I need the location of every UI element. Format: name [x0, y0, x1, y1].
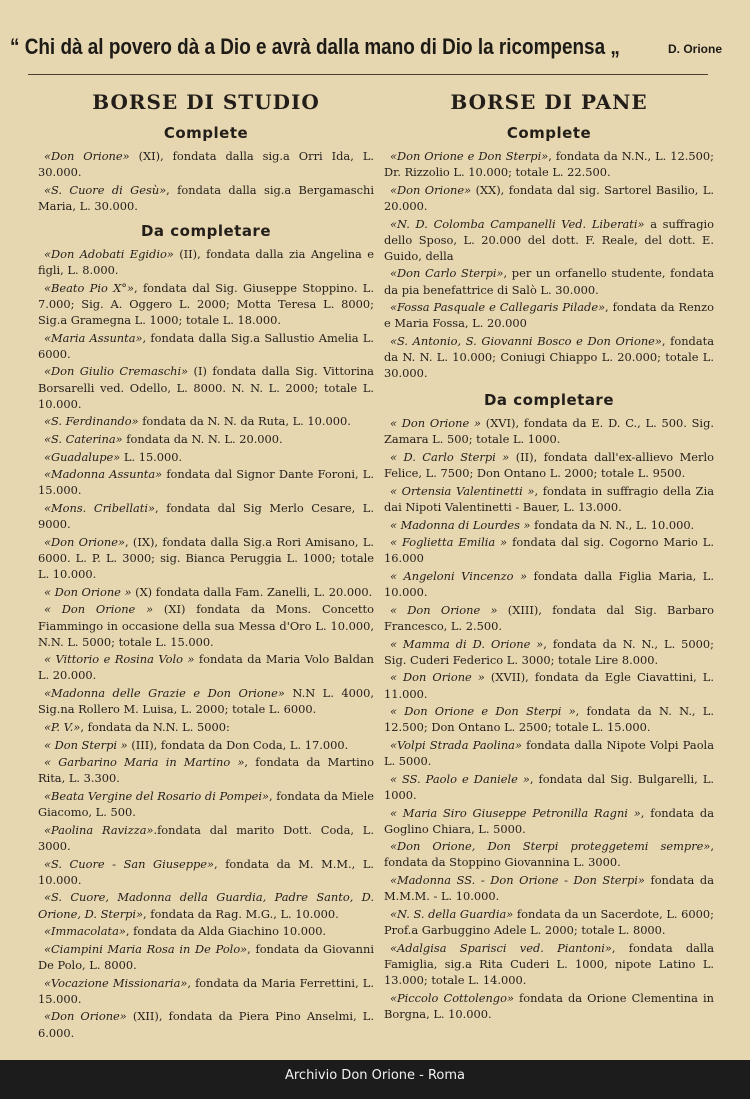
- entry-details: fondata da N. N., L. 10.000.: [530, 517, 695, 532]
- entry-name: «N. D. Colomba Campanelli Ved. Liberati»: [390, 216, 645, 231]
- donation-entry: [38, 719, 374, 735]
- donation-entry: [384, 568, 714, 600]
- donation-entry: [38, 500, 374, 532]
- archive-caption: Archivio Don Orione - Roma: [284, 1068, 466, 1083]
- entry-name: «Beata Vergine del Rosario di Pompei»: [44, 789, 270, 804]
- donation-entry: [38, 431, 374, 447]
- entry-name: «Piccolo Cottolengo»: [390, 990, 514, 1005]
- section-title: BORSE DI STUDIO: [92, 90, 320, 114]
- entry-list-to-complete: [384, 415, 714, 1021]
- entry-name: «Beato Pio X°»: [44, 280, 134, 295]
- entry-details: , fondata da Goglino Chiara, L. 5000.: [384, 805, 715, 836]
- entry-name: « Ortensia Valentinetti »: [390, 483, 535, 498]
- column-borse-di-pane: [384, 90, 714, 1023]
- entry-name: «Don Orione»: [390, 182, 472, 197]
- entry-details: , fondata da Renzo e Maria Fossa, L. 20.000: [384, 300, 714, 331]
- entry-details: , fondata dal Sig Merlo Cesare, L. 9000.: [38, 501, 374, 532]
- donation-entry: [384, 940, 714, 988]
- entry-name: «N. S. della Guardia»: [390, 906, 514, 921]
- donation-entry: [384, 265, 714, 297]
- donation-entry: [384, 805, 714, 837]
- donation-entry: [38, 822, 374, 854]
- entry-name: « Madonna di Lourdes »: [390, 517, 531, 532]
- entry-name: «Guadalupe»: [44, 449, 121, 464]
- entry-name: «S. Ferdinando»: [44, 414, 139, 429]
- section-title: BORSE DI PANE: [450, 90, 648, 114]
- donation-entry: [384, 906, 714, 938]
- donation-entry: [384, 872, 714, 904]
- entry-name: « Angeloni Vincenzo »: [390, 569, 528, 584]
- entry-name: «Vocazione Missionaria»: [44, 975, 188, 990]
- donation-entry: [384, 333, 714, 381]
- donation-entry: [384, 602, 714, 634]
- entry-details: , fondata dal Sig. Bulgarelli, L. 1000.: [384, 771, 714, 802]
- entry-details: , fondata da N. N., L. 12.500; Don Ontano L. 2500; totale L. 15.000.: [384, 704, 714, 735]
- donation-entry: [384, 216, 714, 264]
- donation-entry: [384, 415, 714, 447]
- entry-name: «P. V.»: [44, 719, 81, 734]
- entry-name: «Ciampini Maria Rosa in De Polo»: [44, 941, 248, 956]
- entry-name: «S. Cuore di Gesù»: [44, 182, 167, 197]
- entry-details: (XVI), fondata da E. D. C., L. 500. Sig. Zamara L. 500; totale L. 1000.: [384, 416, 714, 447]
- donation-entry: [384, 299, 714, 331]
- entry-name: « Don Orione e Don Sterpi »: [390, 704, 576, 719]
- donation-entry: [384, 534, 714, 566]
- entry-name: «Madonna delle Grazie e Don Orione»: [44, 686, 285, 701]
- entry-name: «Volpi Strada Paolina»: [390, 738, 522, 752]
- entry-name: «Immacolata»: [44, 924, 126, 939]
- entry-details: , fondata da N.N. L. 5000:: [80, 719, 230, 734]
- entry-name: «Don Carlo Sterpi»: [390, 266, 504, 281]
- donation-entry: [384, 483, 714, 515]
- entry-details: fondata dalla Nipote Volpi Paola L. 5000.: [384, 738, 714, 769]
- entry-details: , fondata da Alda Giachino 10.000.: [125, 924, 327, 939]
- entry-details: fondata dalla Figlia Maria, L. 10.000.: [384, 569, 714, 600]
- entry-details: (I) fondata dalla Sig. Vittorina Borsarelli ved. Odello, L. 8000. N. N. L. 2000; totale L. 10.000.: [38, 364, 374, 411]
- subsection-heading-to-complete: Da completare: [140, 221, 272, 240]
- entry-name: «Paolina Ravizza»: [44, 822, 154, 837]
- entry-details: (XVII), fondata da Egle Ciavattini, L. 11.000.: [384, 670, 714, 701]
- entry-name: « D. Carlo Sterpi »: [390, 450, 510, 465]
- entry-name: «Don Orione e Don Sterpi»: [390, 149, 549, 163]
- donation-entry: [38, 975, 374, 1007]
- entry-list-to-complete: [38, 246, 374, 1041]
- donation-entry: [38, 466, 374, 498]
- subsection-heading-complete: Complete: [506, 124, 592, 142]
- entry-details: (XIII), fondata dal Sig. Barbaro Francesco, L. 2.500.: [384, 602, 714, 633]
- motto-quote: “ Chi dà al povero dà a Dio e avrà dalla mano di Dio la ricompensa „: [10, 34, 620, 59]
- column-borse-di-studio: [38, 90, 374, 1042]
- donation-entry: [384, 517, 714, 533]
- donation-entry: [38, 856, 374, 888]
- donation-entry: [38, 182, 374, 214]
- donation-entry: [384, 636, 714, 668]
- donation-entry: [38, 534, 374, 582]
- entry-details: L. 15.000.: [120, 449, 183, 464]
- entry-name: «S. Cuore, Madonna della Guardia, Padre Santo, D. Orione, D. Sterpi»: [38, 890, 374, 921]
- entry-name: «Don Orione»: [44, 1009, 127, 1024]
- donation-entry: [38, 449, 374, 465]
- entry-details: (XX), fondata dal sig. Sartorel Basilio, L. 20.000.: [384, 182, 715, 213]
- donation-entry: [384, 148, 714, 180]
- entry-name: « Vittorio e Rosina Volo »: [44, 652, 195, 667]
- entry-details: N.N L. 4000, Sig.na Rollero M. Luisa, L. 2000; totale L. 6000.: [38, 686, 374, 717]
- entry-details: , fondata da Giovanni De Polo, L. 8000.: [38, 941, 374, 972]
- entry-details: , fondata dalla Sig.a Sallustio Amelia L. 6000.: [38, 330, 375, 361]
- entry-name: « Garbarino Maria in Martino »: [44, 755, 245, 770]
- entry-details: , fondata da Rag. M.G., L. 10.000.: [143, 906, 339, 921]
- entry-name: «Mons. Cribellati»: [44, 501, 155, 516]
- donation-entry: [38, 413, 374, 429]
- entry-name: «Maria Assunta»: [44, 330, 143, 345]
- entry-name: «S. Cuore - San Giuseppe»: [44, 856, 215, 871]
- donation-entry: [38, 363, 374, 411]
- entry-name: « Don Orione »: [390, 602, 498, 617]
- subsection-heading-complete: Complete: [163, 124, 249, 142]
- entry-details: , fondata da M. M.M., L. 10.000.: [38, 856, 375, 887]
- donation-entry: [38, 148, 374, 180]
- donation-entry: [38, 1008, 374, 1040]
- entry-details: fondata da Maria Volo Baldan L. 20.000.: [38, 652, 374, 683]
- entry-name: « Don Orione »: [44, 584, 132, 599]
- donation-entry: [384, 838, 714, 870]
- entry-details: (XI), fondata dalla sig.a Orri Ida, L. 30.000.: [38, 149, 375, 180]
- donation-entry: [384, 449, 714, 481]
- entry-details: , fondata da Maria Ferrettini, L. 15.000.: [38, 975, 374, 1006]
- entry-name: « Don Orione »: [390, 416, 481, 431]
- donation-entry: [38, 651, 374, 683]
- entry-name: «Madonna Assunta»: [44, 467, 163, 482]
- entry-details: (III), fondata da Don Coda, L. 17.000.: [127, 737, 349, 752]
- entry-details: , fondata da N. N. L. 10.000; Coniugi Chiappo L. 20.000; totale L. 30.000.: [384, 334, 714, 381]
- entry-details: fondata da N. N. L. 20.000.: [122, 431, 283, 446]
- entry-details: , fondata da Martino Rita, L. 3.300.: [38, 755, 374, 786]
- entry-name: « Don Orione »: [390, 670, 485, 685]
- entry-name: «Don Adobati Egidio»: [44, 246, 174, 261]
- entry-name: «Fossa Pasquale e Callegaris Pilade»: [390, 300, 606, 315]
- donation-entry: [384, 771, 714, 803]
- entry-details: , fondata in suffragio della Zia dai Nipoti Valentinetti - Bauer, L. 13.000.: [384, 483, 715, 514]
- donation-entry: [38, 280, 374, 328]
- entry-details: (X) fondata dalla Fam. Zanelli, L. 20.000.: [131, 584, 373, 599]
- entry-name: «Don Giulio Cremaschi»: [44, 364, 189, 379]
- entry-details: , fondata dalla sig.a Bergamaschi Maria, L. 30.000.: [38, 182, 374, 213]
- motto-author: D. Orione: [668, 42, 723, 56]
- entry-details: (XII), fondata da Piera Pino Anselmi, L. 6.000.: [38, 1009, 374, 1040]
- header: [10, 34, 745, 60]
- entry-details: fondata da un Sacerdote, L. 6000; Prof.a Garbuggino Adele L. 2000; totale L. 8000.: [384, 906, 714, 937]
- donation-entry: [384, 703, 714, 735]
- entry-details: , fondata dalla Famiglia, sig.a Rita Cuderi L. 1000, nipote Latino L. 13.000; totale L. 14.000.: [384, 940, 714, 987]
- entry-name: «S. Caterina»: [44, 431, 123, 446]
- donation-entry: [38, 754, 374, 786]
- donation-entry: [38, 889, 374, 921]
- entry-details: .fondata dal marito Dott. Coda, L. 3000.: [38, 822, 374, 853]
- entry-details: (II), fondata dalla zia Angelina e figli, L. 8.000.: [38, 246, 374, 278]
- subsection-heading-to-complete: Da completare: [483, 391, 615, 410]
- donation-entry: [384, 669, 714, 701]
- donation-entry: [38, 601, 374, 649]
- entry-name: «Don Orione»: [44, 534, 125, 549]
- entry-list-complete: [38, 148, 374, 214]
- entry-name: «Madonna SS. - Don Orione - Don Sterpi»: [390, 873, 645, 888]
- entry-details: , fondata da N. N., L. 5000; Sig. Cuderi Federico L. 3000; totale Lire 8.000.: [384, 636, 714, 667]
- entry-details: , (IX), fondata dalla Sig.a Rori Amisano, L. 6000. L. P. L. 3000; sig. Bianca Peruggia L. 1000; totale L. 10.000.: [38, 534, 374, 582]
- entry-details: fondata da M.M.M. - L. 10.000.: [384, 873, 715, 904]
- donation-entry: [38, 246, 374, 278]
- entry-name: « SS. Paolo e Daniele »: [390, 771, 530, 786]
- entry-details: , fondata dal Sig. Giuseppe Stoppino. L. 7.000; Sig. A. Oggero L. 2000; Motta Teresa L. 8000; Sig.a Gramegna L. 1000; totale L. 18.000.: [38, 280, 374, 327]
- donation-entry: [384, 737, 714, 769]
- entry-details: fondata da Orione Clementina in Borgna, L. 10.000.: [384, 990, 714, 1021]
- entry-details: fondata dal Signor Dante Foroni, L. 15.000.: [38, 467, 374, 498]
- donation-entry: [38, 923, 374, 939]
- entry-details: , per un orfanello studente, fondata da pia benefattrice di Salò L. 30.000.: [384, 266, 714, 297]
- entry-details: a suffragio dello Sposo, L. 20.000 del dott. F. Reale, del dott. E. Guido, della: [384, 216, 714, 263]
- entry-details: fondata da N. N. da Ruta, L. 10.000.: [138, 414, 351, 429]
- donation-entry: [384, 182, 714, 214]
- entry-name: « Don Sterpi »: [44, 737, 128, 752]
- donation-entry: [384, 990, 714, 1022]
- entry-name: «Adalgisa Sparisci ved. Piantoni»: [390, 940, 612, 955]
- entry-name: « Mamma di D. Orione »: [390, 636, 544, 651]
- entry-name: « Foglietta Emilia »: [390, 535, 508, 550]
- entry-details: fondata dal sig. Cogorno Mario L. 16.000: [384, 535, 714, 566]
- donation-entry: [38, 941, 374, 973]
- entry-name: « Maria Siro Giuseppe Petronilla Ragni »: [390, 805, 641, 820]
- entry-details: , fondata da N.N., L. 12.500; Dr. Rizzolio L. 10.000; totale L. 22.500.: [384, 149, 714, 180]
- donation-entry: [38, 737, 374, 753]
- donation-entry: [38, 330, 374, 362]
- donation-entry: [38, 584, 374, 600]
- entry-details: (XI) fondata da Mons. Concetto Fiammingo in occasione della sua Messa d'Oro L. 10.000, N.N. L. 5000; totale L. 15.000.: [38, 602, 374, 649]
- entry-details: (II), fondata dall'ex-allievo Merlo Felice, L. 7500; Don Ontano L. 2000; totale L. 9500.: [384, 450, 714, 481]
- donation-entry: [38, 788, 374, 820]
- entry-list-complete: [384, 148, 714, 381]
- entry-name: «Don Orione»: [44, 149, 130, 163]
- header-divider: [28, 74, 708, 75]
- entry-details: , fondata da Stoppino Giovannina L. 3000.: [384, 839, 714, 870]
- entry-details: , fondata da Miele Giacomo, L. 500.: [38, 789, 374, 820]
- entry-name: « Don Orione »: [44, 602, 154, 617]
- entry-name: «Don Orione, Don Sterpi proteggetemi sempre»: [390, 839, 711, 854]
- entry-name: «S. Antonio, S. Giovanni Bosco e Don Orione»: [390, 334, 662, 348]
- donation-entry: [38, 685, 374, 717]
